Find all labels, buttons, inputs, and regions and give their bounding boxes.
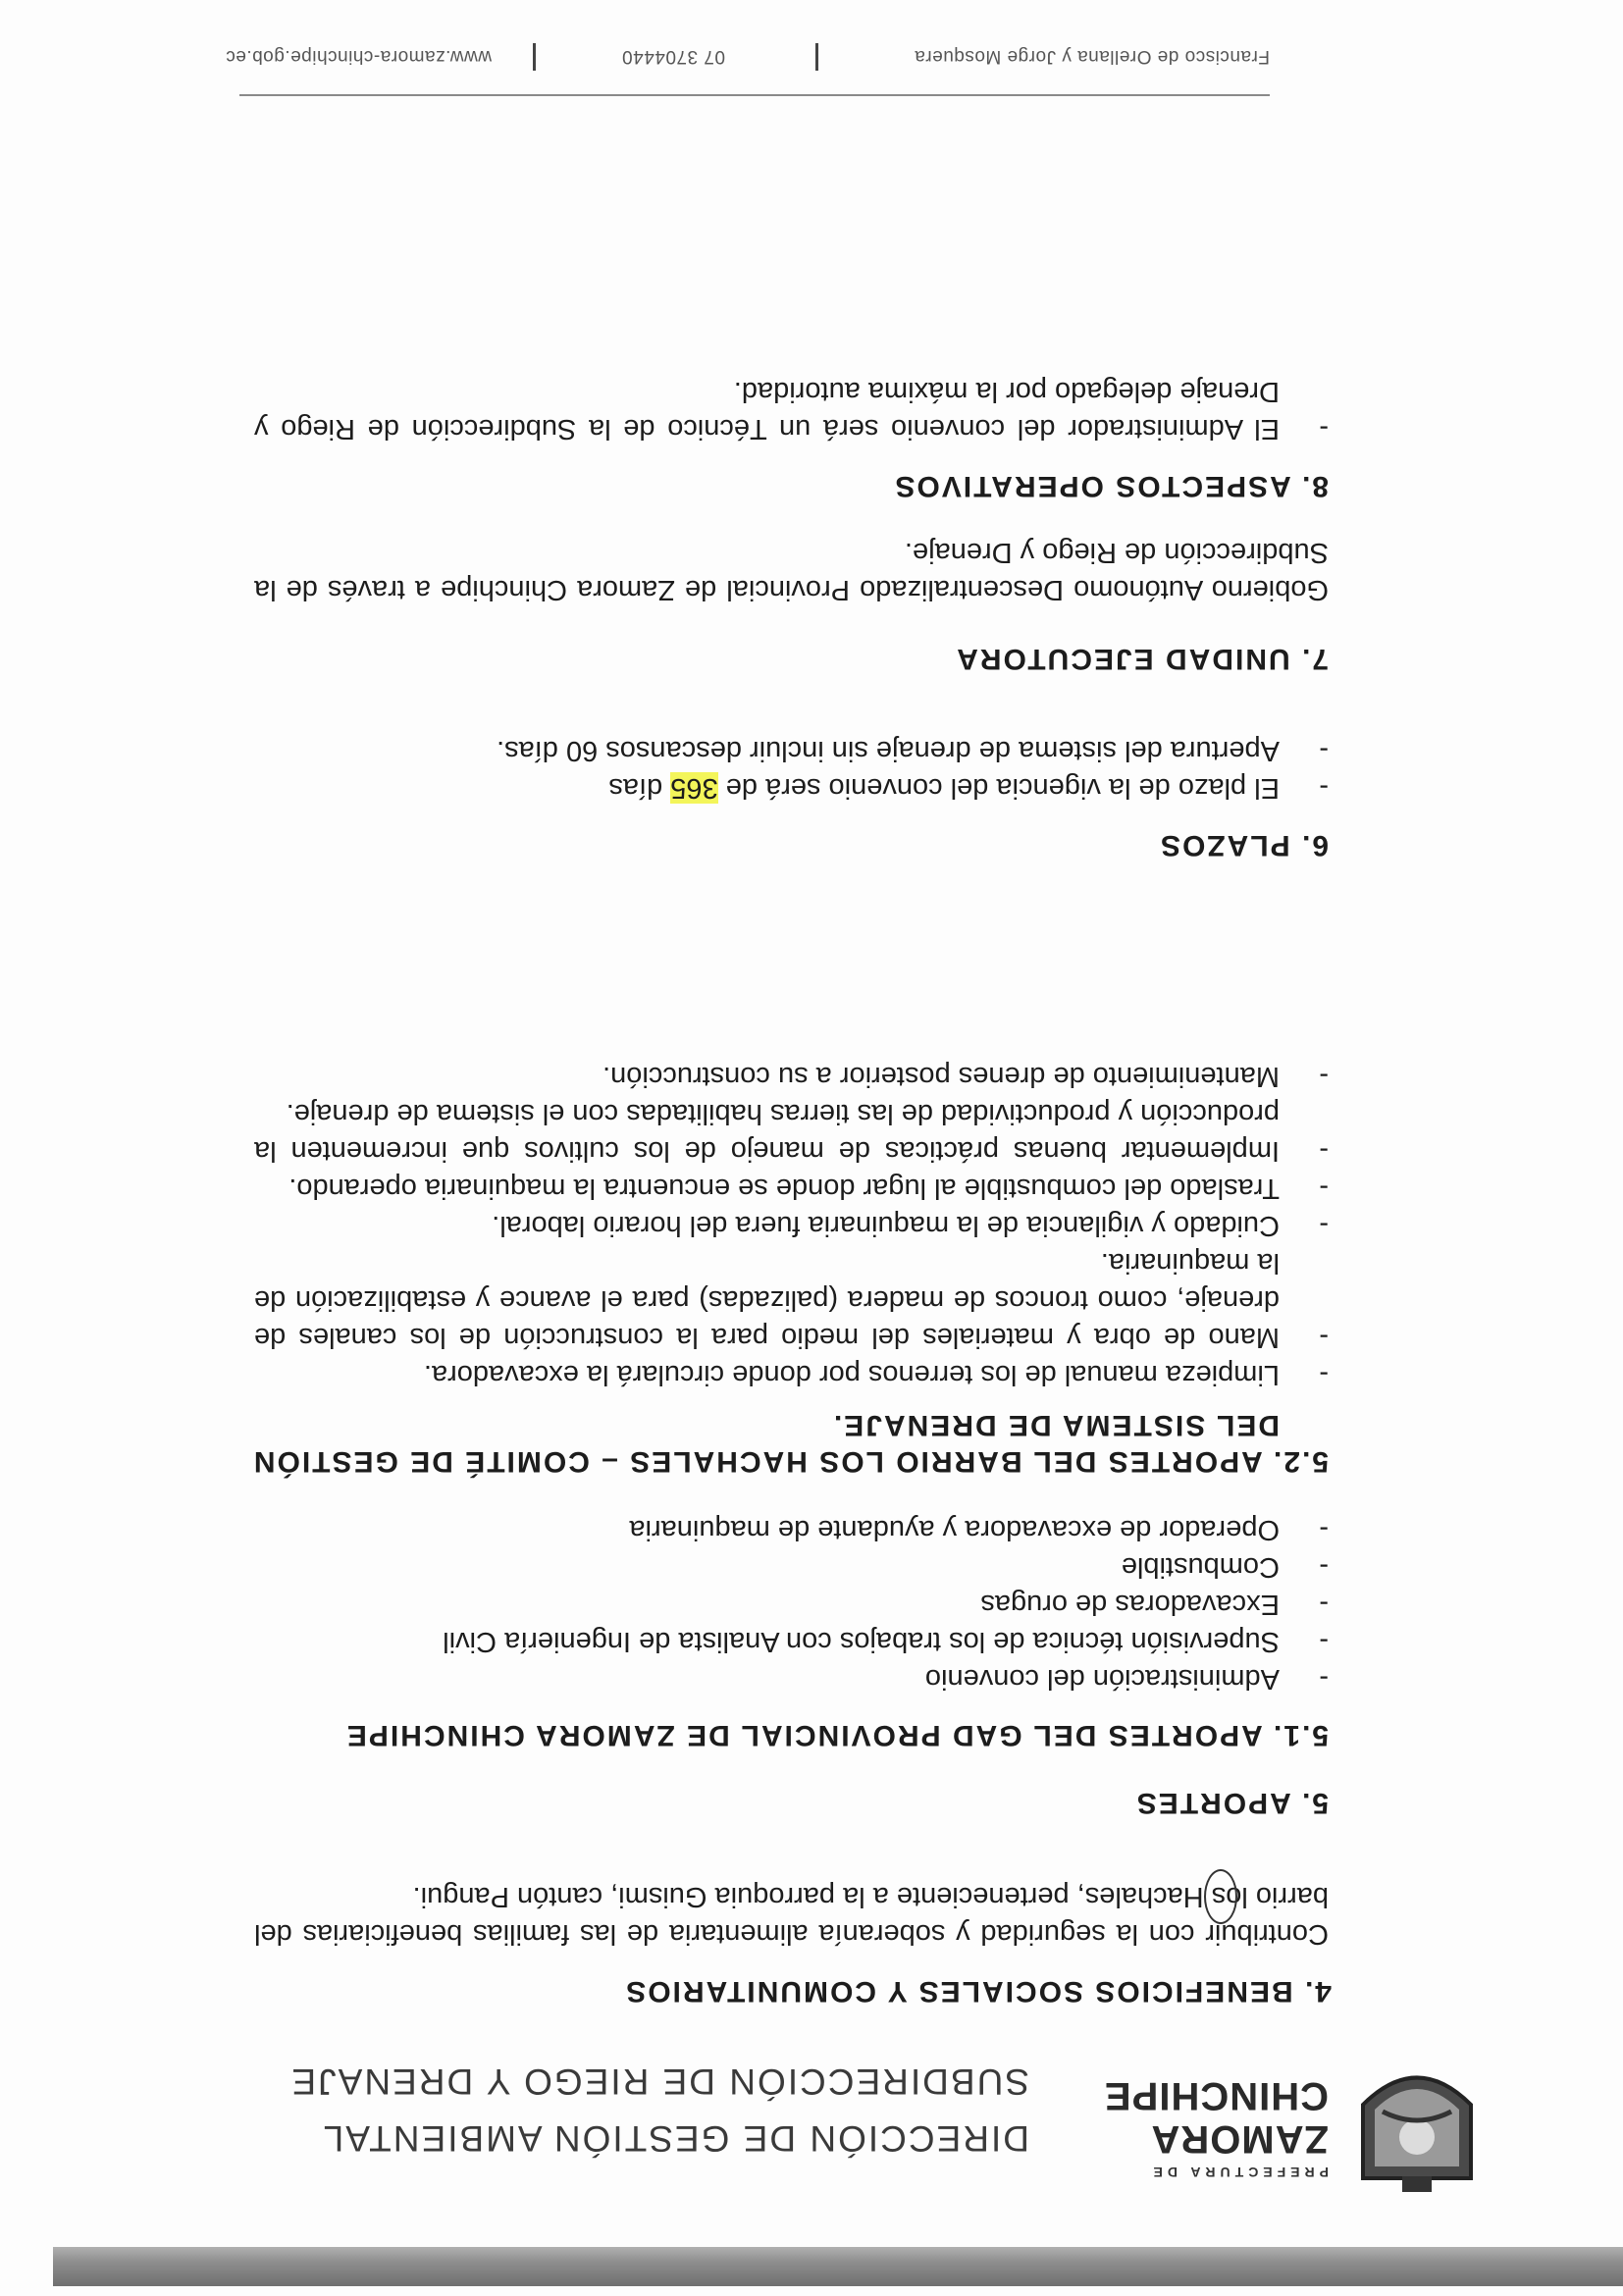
section-8-list (254, 373, 1329, 447)
list-item: - Implementar buenas prácticas de manejo de los cultivos que incrementen la producción y productividad de las tierras habilitadas con el sistema de drenaje. (254, 1095, 1329, 1170)
section-5-1-list (254, 1511, 1329, 1697)
list-item: - Mantenimiento de drenes posterior a su construcción. (254, 1058, 1329, 1095)
logo-zamora: ZAMORA (1150, 2117, 1329, 2161)
section-4-paragraph: Contribuir con la seguridad y soberanía alimentaria de las familias beneficiarias del barrio los Hachales, perteneciente a la parroquia Guismi, cantón Pangui. (254, 1878, 1329, 1953)
header-band (53, 2247, 1623, 2286)
section-5-2-heading-line2: DEL SISTEMA DE DRENAJE. (831, 1409, 1280, 1441)
list-item: - Administración del convenio (254, 1660, 1329, 1697)
list-item: - Traslado del combustible al lugar donde se encuentra la maquinaria operando. (254, 1170, 1329, 1207)
footer-divider (239, 94, 1270, 96)
footer-phone: 07 3704440 (621, 46, 725, 67)
prefecture-crest-icon (1343, 2051, 1491, 2198)
footer-separator (815, 43, 818, 71)
direction-title: DIRECCIÓN DE GESTIÓN AMBIENTAL (321, 2118, 1029, 2159)
list-item: - Operador de excavadora y ayudante de maquinaria (254, 1511, 1329, 1548)
section-6-list (254, 732, 1329, 807)
header (289, 2051, 1491, 2208)
list-item: - Excavadoras de orugas (254, 1586, 1329, 1623)
logo-chinchipe: CHINCHIPE (1103, 2074, 1329, 2117)
handwritten-circle-mark (1204, 1869, 1237, 1924)
list-item: - El Administrador del convenio será un Técnico de la Subdirección de Riego y Drenaje delegado por la máxima autoridad. (254, 373, 1329, 447)
highlighted-days: 365 (670, 772, 718, 804)
section-5-2-list (254, 1058, 1329, 1393)
section-5-heading: 5. APORTES (1134, 1787, 1329, 1819)
list-item: - Cuidado y vigilancia de la maquinaria fuera del horario laboral. (254, 1207, 1329, 1244)
subdirection-title: SUBDIRECCIÓN DE RIEGO Y DRENAJE (289, 2061, 1029, 2102)
list-item: - Combustible (254, 1548, 1329, 1586)
list-item: - Limpieza manual de los terrenos por donde circulará la excavadora. (254, 1356, 1329, 1393)
section-8-heading: 8. ASPECTOS OPERATIVOS (893, 470, 1329, 502)
section-4-heading: 4. BENEFICIOS SOCIALES Y COMUNITARIOS (624, 1975, 1332, 2008)
list-item: - Mano de obra y materiales del medio para la construcción de los canales de drenaje, como troncos de madera (palizadas) para el avance y estabilización de la maquinaria. (254, 1244, 1329, 1356)
footer-website: www.zamora-chinchipe.gob.ec (225, 46, 492, 67)
footer-authors: Francisco de Orellana y Jorge Mosquera (914, 46, 1270, 67)
list-item: - Apertura del sistema de drenaje sin incluir descansos 60 días. (254, 732, 1329, 769)
logo-caption: PREFECTURA DE (1148, 2165, 1329, 2180)
footer-separator (533, 43, 536, 71)
section-7-heading: 7. UNIDAD EJECUTORA (955, 643, 1329, 675)
list-item: - Supervisión técnica de los trabajos con Analista de Ingeniería Civil (254, 1623, 1329, 1660)
page-footer (225, 18, 1270, 96)
section-7-paragraph: Gobierno Autónomo Descentralizado Provincial de Zamora Chinchipe a través de la Subdirección de Riego y Drenaje. (254, 537, 1329, 605)
section-6-heading: 6. PLAZOS (1158, 829, 1329, 861)
section-5-2-heading: 5.2. APORTES DEL BARRIO LOS HACHALES – COMITÉ DE GESTIÓN (251, 1445, 1329, 1478)
list-item: - El plazo de la vigencia del convenio será de 365 días (254, 769, 1329, 807)
section-5-1-heading: 5.1. APORTES DEL GAD PROVINCIAL DE ZAMORA CHINCHIPE (344, 1719, 1329, 1751)
